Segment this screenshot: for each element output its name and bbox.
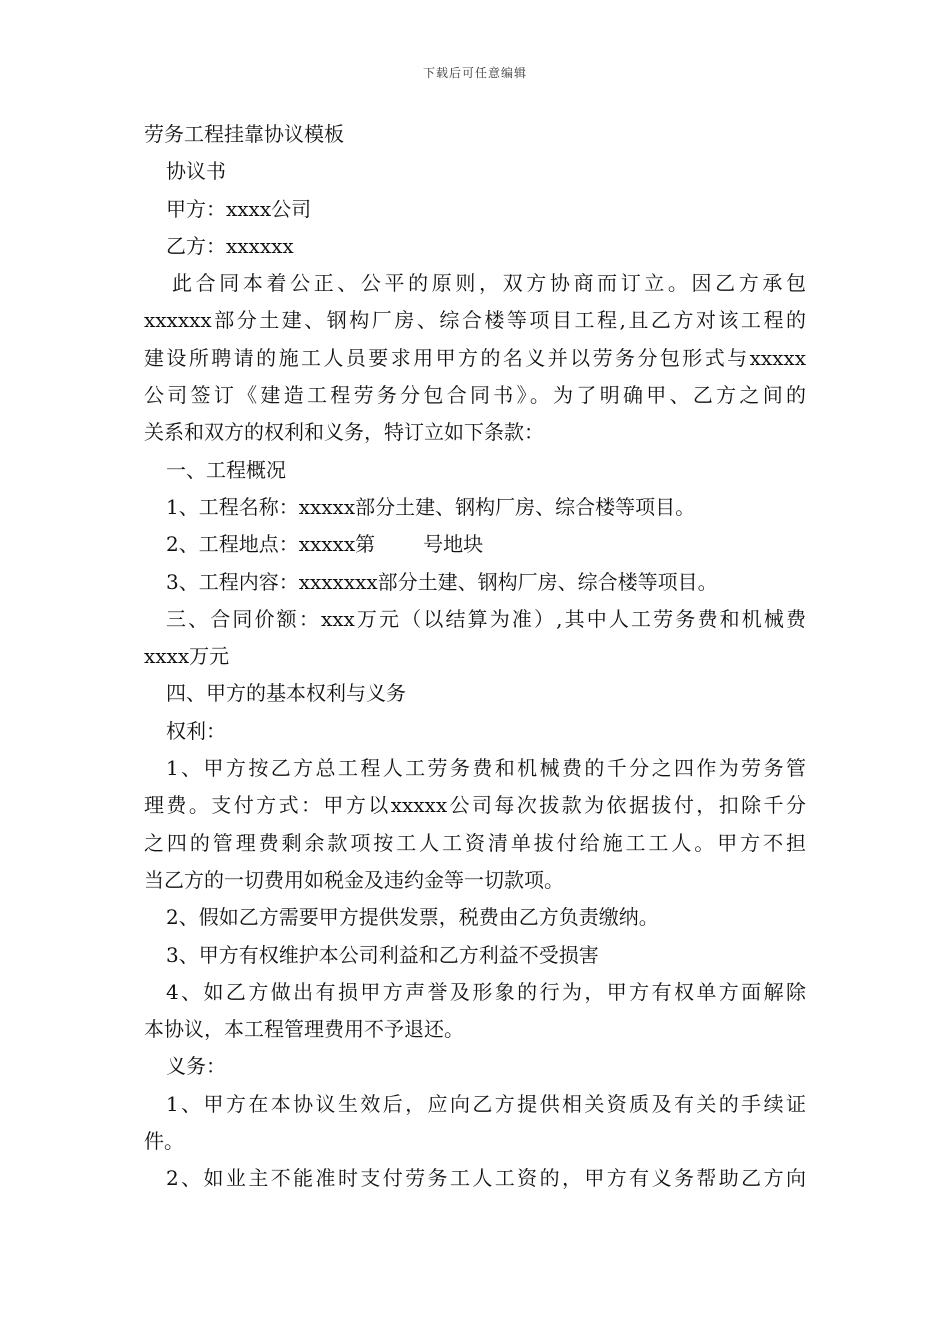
- subsection-heading: 义务：: [166, 1054, 226, 1079]
- clause-line: 1、甲方按乙方总工程人工劳务费和机械费的千分之四作为劳务管: [166, 756, 806, 781]
- clause-line: 3、甲方有权维护本公司利益和乙方利益不受损害: [166, 942, 599, 967]
- clause-text: 号地块: [423, 532, 484, 557]
- paragraph-line: xxxxxx部分土建、钢构厂房、综合楼等项目工程,且乙方对该工程的: [144, 308, 806, 333]
- clause-line: 4、如乙方做出有损甲方声誉及形象的行为，甲方有权单方面解除: [166, 979, 806, 1004]
- clause-line: [144, 526, 806, 563]
- section-heading: 一、工程概况: [166, 457, 286, 482]
- clause-line: 1、甲方在本协议生效后，应向乙方提供相关资质及有关的手续证: [166, 1091, 806, 1116]
- paragraph-line: 建设所聘请的施工人员要求用甲方的名义并以劳务分包形式与xxxxx: [144, 345, 806, 370]
- clause-line: 理费。支付方式：甲方以xxxxx公司每次拔款为依据拔付，扣除千分: [144, 793, 806, 818]
- clause-line: 2、假如乙方需要甲方提供发票，税费由乙方负责缴纳。: [166, 905, 659, 930]
- section-heading: 四、甲方的基本权利与义务: [166, 681, 406, 706]
- subsection-heading: 权利：: [166, 718, 226, 743]
- clause-line: 三、合同价额：xxx万元（以结算为准）,其中人工劳务费和机械费: [166, 606, 806, 631]
- document-body: [144, 116, 806, 1198]
- clause-line: 之四的管理费剩余款项按工人工资清单拔付给施工工人。甲方不担: [144, 830, 806, 855]
- clause-line: xxxx万元: [144, 644, 230, 669]
- header-note: 下载后可任意编辑: [422, 66, 527, 80]
- clause-line: 本协议，本工程管理费用不予退还。: [144, 1017, 464, 1042]
- paragraph-line: 此合同本着公正、公平的原则，双方协商而订立。因乙方承包: [172, 271, 806, 296]
- clause-line: 2、如业主不能准时支付劳务工人工资的，甲方有义务帮助乙方向: [166, 1166, 806, 1191]
- clause-line: 1、工程名称：xxxxx部分土建、钢构厂房、综合楼等项目。: [166, 494, 696, 519]
- clause-text: 2、工程地点：xxxxx第: [166, 532, 376, 557]
- party-b-line: 乙方：xxxxxx: [166, 233, 294, 258]
- clause-line: 3、工程内容：xxxxxxx部分土建、钢构厂房、综合楼等项目。: [166, 569, 718, 594]
- paragraph-line: 关系和双方的权利和义务，特订立如下条款：: [144, 420, 544, 445]
- clause-line: 当乙方的一切费用如税金及违约金等一切款项。: [144, 867, 564, 892]
- party-a-line: 甲方：xxxx公司: [166, 196, 312, 221]
- document-title: 劳务工程挂靠协议模板: [144, 122, 344, 146]
- clause-line: 件。: [144, 1129, 184, 1154]
- paragraph-line: 公司签订《建造工程劳务分包合同书》。为了明确甲、乙方之间的: [144, 383, 806, 408]
- agreement-heading: 协议书: [166, 159, 226, 184]
